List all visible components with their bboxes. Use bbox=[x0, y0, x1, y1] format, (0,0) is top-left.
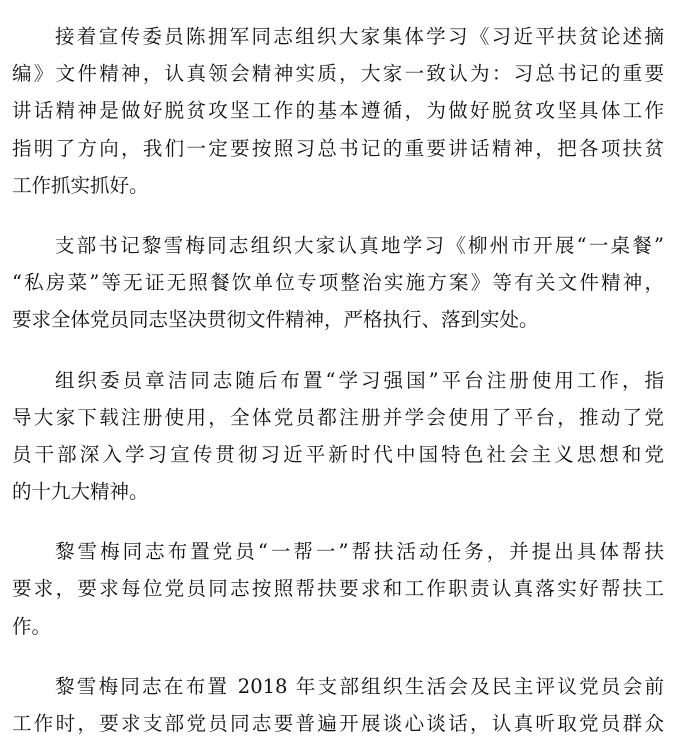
text-line: 工作时，要求支部党员同志要普遍开展谈心谈话，认真听取党员群众 bbox=[12, 712, 664, 735]
document-body bbox=[12, 0, 664, 748]
text-line: 指明了方向，我们一定要按照习总书记的重要讲话精神，把各项扶贫 bbox=[12, 136, 664, 160]
text-line: 编》文件精神，认真领会精神实质，大家一致认为：习总书记的重要 bbox=[12, 62, 664, 86]
text-line: 工作抓实抓好。 bbox=[12, 173, 149, 197]
text-line: 黎雪梅同志在布置 2018 年支部组织生活会及民主评议党员会前 bbox=[55, 674, 664, 698]
paragraph-organizational-life-meeting bbox=[12, 651, 664, 742]
paragraph-xuexi-qiangguo bbox=[12, 345, 664, 511]
text-line: 员干部深入学习宣传贯彻习近平新时代中国特色社会主义思想和党 bbox=[12, 442, 664, 466]
text-line: 讲话精神是做好脱贫攻坚工作的基本遵循，为做好脱贫攻坚具体工作 bbox=[12, 99, 664, 123]
text-line: 黎雪梅同志布置党员“一帮一”帮扶活动任务，并提出具体帮扶 bbox=[55, 540, 664, 564]
text-line: 要求，要求每位党员同志按照帮扶要求和工作职责认真落实好帮扶工 bbox=[12, 577, 664, 601]
text-line: 的十九大精神。 bbox=[12, 480, 149, 504]
text-line: 组织委员章洁同志随后布置“学习强国”平台注册使用工作，指 bbox=[55, 368, 664, 392]
text-line: 作。 bbox=[12, 614, 52, 638]
paragraph-rectification-plan bbox=[12, 210, 664, 339]
paragraph-one-helps-one bbox=[12, 516, 664, 645]
paragraph-study-poverty-alleviation bbox=[12, 0, 664, 204]
text-line: “私房菜”等无证无照餐饮单位专项整治实施方案》等有关文件精神， bbox=[12, 271, 664, 295]
text-line: 接着宣传委员陈拥军同志组织大家集体学习《习近平扶贫论述摘 bbox=[55, 25, 664, 48]
text-line: 要求全体党员同志坚决贯彻文件精神，严格执行、落到实处。 bbox=[12, 308, 539, 332]
text-line: 导大家下载注册使用，全体党员都注册并学会使用了平台，推动了党 bbox=[12, 405, 664, 429]
text-line: 支部书记黎雪梅同志组织大家认真地学习《柳州市开展“一桌餐” bbox=[55, 233, 664, 257]
